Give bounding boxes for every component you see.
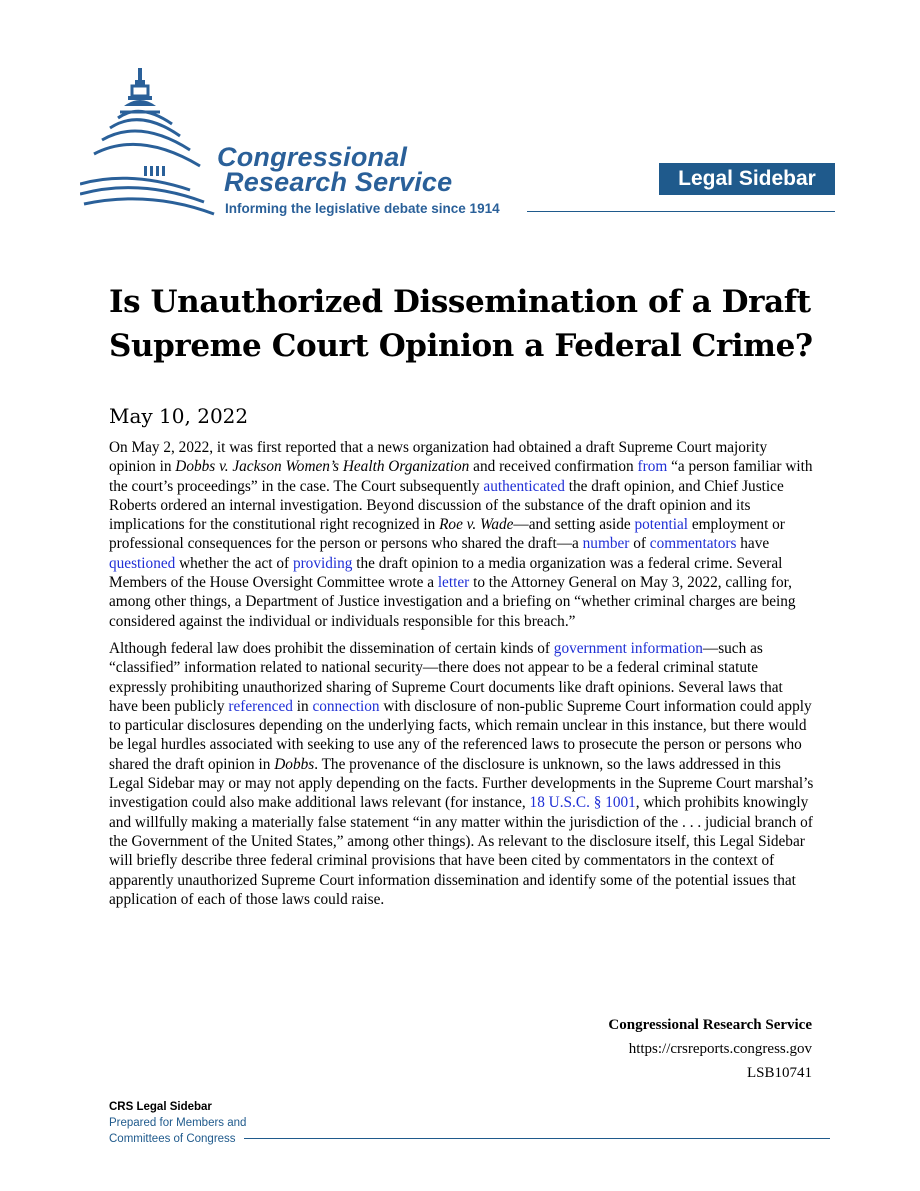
paragraph-1: On May 2, 2022, it was first reported that a news organization had obtained a draft Supreme Court majority opinion in Dobbs v. Jackson Women’s Health Organization and received confirmation from “a person familiar with the court’s proceedings” in the case. The Court subsequently authenticated the draft opinion, and Chief Justice Roberts ordered an internal investigation. Beyond discussion of the substance of the draft opinion and its implications for the constitutional right recognized in Roe v. Wade—and setting aside potential employment or professional consequences for the person or persons who shared the draft—a number of commentators have questioned whether the act of providing the draft opinion to a media organization was a federal crime. Several Members of the House Oversight Committee wrote a letter to the Attorney General on May 3, 2022, calling for, among other things, a Department of Justice investigation and a briefing on “whether criminal charges are being considered against the individual or individuals responsible for this breach.” <box>109 439 813 630</box>
dobbs-case-name: Dobbs <box>274 755 315 773</box>
link-questioned[interactable]: questioned <box>109 554 176 572</box>
capitol-dome-icon <box>80 66 220 216</box>
link-authenticated[interactable]: authenticated <box>483 477 565 495</box>
link-18-usc-1001[interactable]: 18 U.S.C. § 1001 <box>529 794 636 812</box>
link-government-information[interactable]: government information <box>553 639 703 657</box>
link-potential[interactable]: potential <box>634 516 689 534</box>
link-referenced[interactable]: referenced <box>228 697 293 715</box>
link-connection[interactable]: connection <box>312 697 380 715</box>
header-rule <box>527 211 835 212</box>
paragraph-2: Although federal law does prohibit the dissemination of certain kinds of government information—such as “classified” information related to national security—there does not appear to be a federal criminal statute expressly prohibiting unauthorized sharing of Supreme Court documents like draft opinions. Several laws that have been publicly referenced in connection with disclosure of non-public Supreme Court information could apply to particular disclosures depending on the underlying facts, which remain unclear in this instance, but there would be legal hurdles associated with seeking to use any of the referenced laws to prosecute the person or persons who shared the draft opinion in Dobbs. The provenance of the disclosure is unknown, so the laws addressed in this Legal Sidebar may or may not apply depending on the facts. Further developments in the Supreme Court marshal’s investigation could also make additional laws relevant (for instance, 18 U.S.C. § 1001, which prohibits knowingly and willfully making a materially false statement “in any matter within the jurisdiction of the . . . judicial branch of the Government of the United States,” among other things). As relevant to the disclosure itself, this Legal Sidebar will briefly describe three federal criminal provisions that have been cited by commentators in the context of apparently unauthorized Supreme Court information dissemination and identify some of the potential issues that application of each of those laws could raise. <box>109 639 814 908</box>
footer <box>109 1099 246 1147</box>
link-number[interactable]: number <box>582 535 630 553</box>
legal-sidebar-badge: Legal Sidebar <box>659 163 835 195</box>
signature-url[interactable]: https://crsreports.congress.gov <box>628 1041 812 1057</box>
signature-org: Congressional Research Service <box>608 1017 812 1033</box>
link-letter[interactable]: letter <box>437 574 470 592</box>
footer-line2: Prepared for Members and <box>109 1117 247 1129</box>
document-body <box>109 438 814 917</box>
org-name-line2: Research Service <box>224 167 453 197</box>
signature-block <box>608 1013 812 1085</box>
link-commentators[interactable]: commentators <box>649 535 737 553</box>
org-name-line1: Congressional <box>217 142 408 172</box>
footer-rule <box>244 1138 830 1139</box>
link-providing[interactable]: providing <box>292 554 353 572</box>
footer-title: CRS Legal Sidebar <box>109 1101 212 1113</box>
report-id: LSB10741 <box>746 1065 812 1081</box>
org-tagline: Informing the legislative debate since 1914 <box>225 201 500 216</box>
link-from[interactable]: from <box>637 458 668 476</box>
document-title: Is Unauthorized Dissemination of a Draft Supreme Court Opinion a Federal Crime? <box>109 284 813 364</box>
crs-logo <box>80 66 540 226</box>
footer-line3: Committees of Congress <box>109 1133 236 1145</box>
roe-case-name: Roe v. Wade <box>439 516 514 534</box>
publication-date: May 10, 2022 <box>109 404 249 428</box>
case-name: Dobbs v. Jackson Women’s Health Organization <box>175 458 470 476</box>
